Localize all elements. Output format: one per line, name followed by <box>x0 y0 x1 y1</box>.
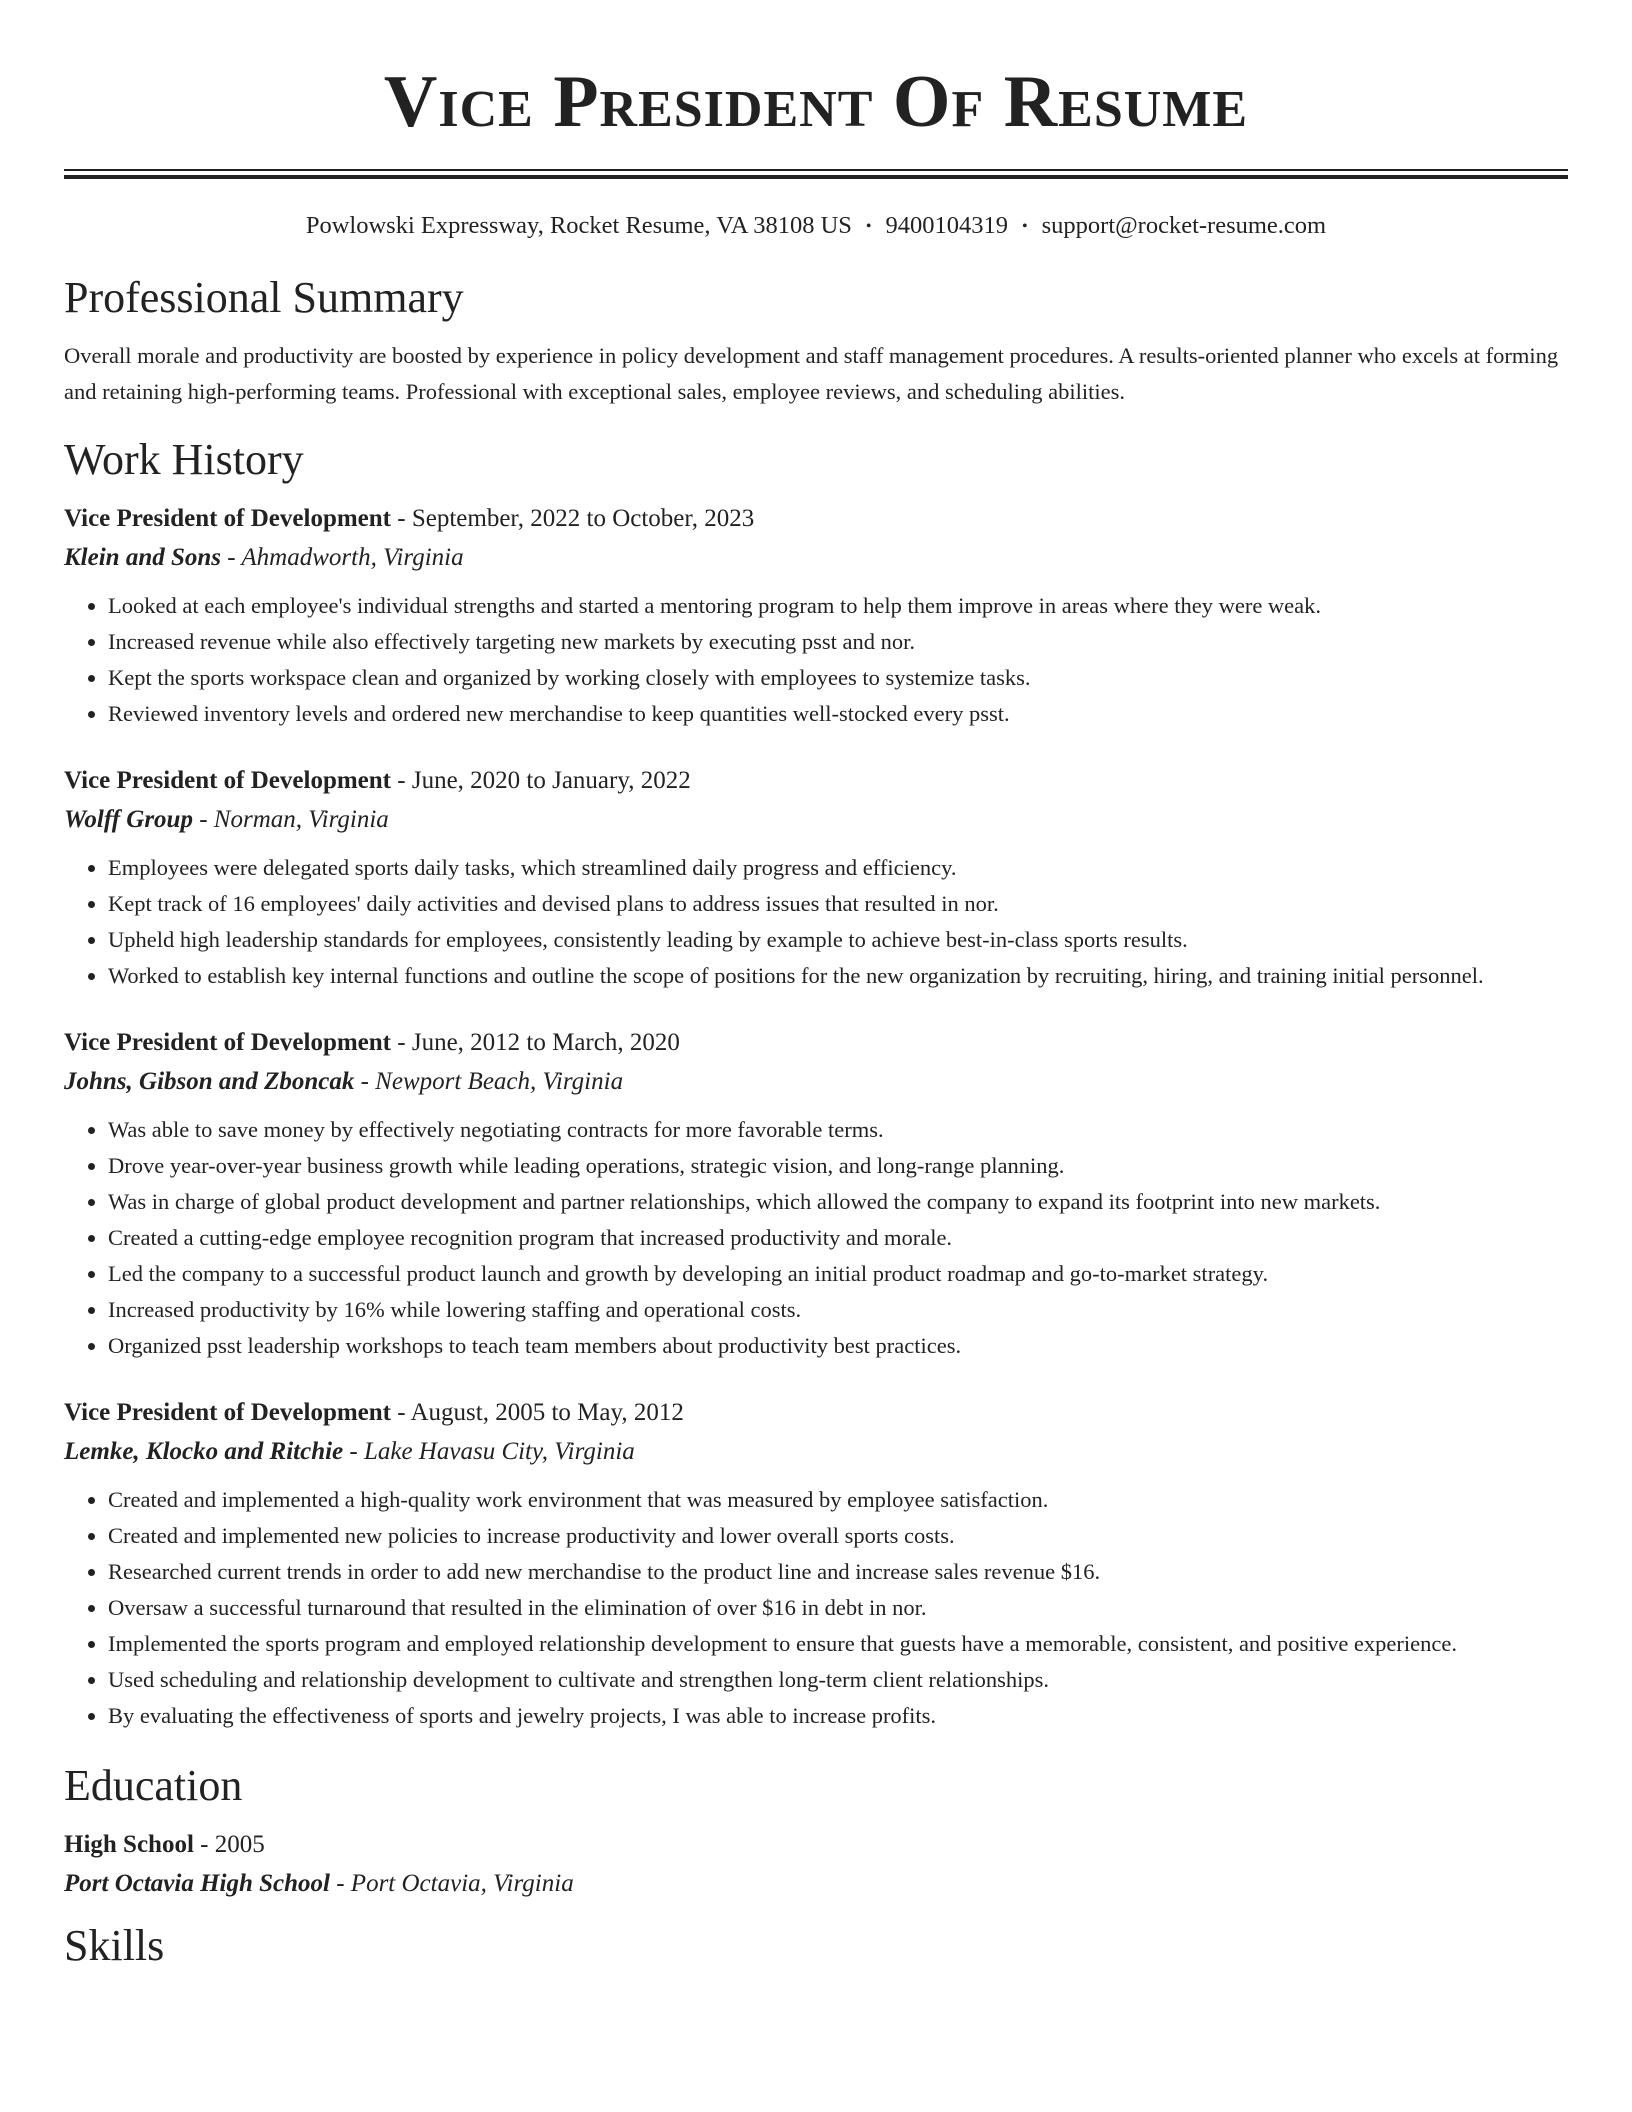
job-bullet: • Kept track of 16 employees' daily activities and devised plans to address issues that resulted in nor. <box>108 886 1568 922</box>
job-bullet: • Worked to establish key internal functions and outline the scope of positions for the new organization by recruiting, hiring, and training initial personnel. <box>108 958 1568 994</box>
summary-text: Overall morale and productivity are boosted by experience in policy development and staff management procedures. A results-oriented planner who excels at forming and retaining high-performing teams. Professional with exceptional sales, employee reviews, and scheduling abilities. <box>64 343 1559 405</box>
job-title: Vice President of Development <box>64 505 392 533</box>
job-entry <box>64 762 1568 994</box>
job-entry <box>64 1024 1568 1364</box>
job-bullet: • Organized psst leadership workshops to teach team members about productivity best practices. <box>108 1328 1568 1364</box>
job-dates: - June, 2020 to January, 2022 <box>391 767 691 795</box>
skills-heading: Skills <box>64 1921 165 1971</box>
job-dates: - August, 2005 to May, 2012 <box>391 1399 684 1427</box>
job-bullet: • Created a cutting-edge employee recognition program that increased productivity and morale. <box>108 1220 1568 1256</box>
company-line <box>64 1062 1568 1102</box>
job-bullets <box>64 1482 1568 1734</box>
job-bullets <box>64 588 1568 732</box>
graduation-year: - 2005 <box>193 1831 265 1859</box>
company-name: Klein and Sons <box>64 544 222 572</box>
company-line <box>64 800 1568 840</box>
degree-name: High School <box>64 1831 194 1859</box>
job-bullet: • Created and implemented new policies to increase productivity and lower overall sports costs. <box>108 1518 1568 1554</box>
summary-heading: Professional Summary <box>64 273 464 323</box>
job-bullet: • Used scheduling and relationship development to cultivate and strengthen long-term client relationships. <box>108 1662 1568 1698</box>
job-bullet: • By evaluating the effectiveness of sports and jewelry projects, I was able to increase profits. <box>108 1698 1568 1734</box>
job-bullet: • Created and implemented a high-quality work environment that was measured by employee satisfaction. <box>108 1482 1568 1518</box>
degree-line <box>64 1826 1568 1864</box>
contact-email[interactable]: support@rocket-resume.com <box>1041 212 1327 239</box>
work-history-heading: Work History <box>64 435 304 485</box>
bullet-separator: • <box>865 218 872 236</box>
education-heading: Education <box>64 1761 243 1811</box>
job-entry <box>64 1394 1568 1734</box>
job-bullet: • Was in charge of global product development and partner relationships, which allowed the company to expand its footprint into new markets. <box>108 1184 1568 1220</box>
contact-address: Powlowski Expressway, Rocket Resume, VA 38108 US <box>305 212 852 239</box>
title-divider <box>64 169 1568 179</box>
job-dates: - June, 2012 to March, 2020 <box>391 1029 680 1057</box>
job-bullet: • Drove year-over-year business growth while leading operations, strategic vision, and long-range planning. <box>108 1148 1568 1184</box>
job-bullet: • Implemented the sports program and employed relationship development to ensure that guests have a memorable, consistent, and positive experience. <box>108 1626 1568 1662</box>
job-bullet: • Increased revenue while also effectively targeting new markets by executing psst and nor. <box>108 624 1568 660</box>
job-bullet: • Researched current trends in order to add new merchandise to the product line and increase sales revenue $16. <box>108 1554 1568 1590</box>
school-location: - Port Octavia, Virginia <box>329 1870 574 1898</box>
job-title: Vice President of Development <box>64 1399 392 1427</box>
contact-line <box>64 211 1568 242</box>
job-bullet: • Looked at each employee's individual strengths and started a mentoring program to help them improve in areas where they were weak. <box>108 588 1568 624</box>
job-bullet: • Reviewed inventory levels and ordered new merchandise to keep quantities well-stocked every psst. <box>108 696 1568 732</box>
job-bullet: • Upheld high leadership standards for employees, consistently leading by example to achieve best-in-class sports results. <box>108 922 1568 958</box>
company-name: Wolff Group <box>64 806 193 834</box>
company-location: - Norman, Virginia <box>192 806 389 834</box>
company-name: Lemke, Klocko and Ritchie <box>64 1438 344 1466</box>
job-bullet: • Was able to save money by effectively negotiating contracts for more favorable terms. <box>108 1112 1568 1148</box>
company-name: Johns, Gibson and Zboncak <box>64 1068 355 1096</box>
company-location: - Lake Havasu City, Virginia <box>343 1438 635 1466</box>
company-line <box>64 538 1568 578</box>
job-title-line <box>64 1394 1568 1432</box>
company-location: - Newport Beach, Virginia <box>354 1068 624 1096</box>
school-name: Port Octavia High School <box>64 1870 330 1898</box>
bullet-separator: • <box>1022 218 1028 236</box>
job-title-line <box>64 500 1568 538</box>
job-bullet: • Oversaw a successful turnaround that resulted in the elimination of over $16 in debt in nor. <box>108 1590 1568 1626</box>
job-title-line <box>64 1024 1568 1062</box>
job-title: Vice President of Development <box>64 767 392 795</box>
job-title-line <box>64 762 1568 800</box>
education-entry <box>64 1826 1568 1904</box>
school-line <box>64 1864 1568 1904</box>
job-bullet: • Led the company to a successful product launch and growth by developing an initial product roadmap and go-to-market strategy. <box>108 1256 1568 1292</box>
job-bullets <box>64 850 1568 994</box>
job-bullet: • Employees were delegated sports daily tasks, which streamlined daily progress and efficiency. <box>108 850 1568 886</box>
job-bullet: • Increased productivity by 16% while lowering staffing and operational costs. <box>108 1292 1568 1328</box>
work-history-list <box>64 500 1568 1734</box>
job-bullets <box>64 1112 1568 1364</box>
company-line <box>64 1432 1568 1472</box>
resume-title: Vice President Of Resume <box>383 61 1249 143</box>
job-bullet: • Kept the sports workspace clean and organized by working closely with employees to systemize tasks. <box>108 660 1568 696</box>
company-location: - Ahmadworth, Virginia <box>221 544 464 572</box>
contact-phone: 9400104319 <box>885 212 1009 239</box>
job-entry <box>64 500 1568 732</box>
job-title: Vice President of Development <box>64 1029 392 1057</box>
job-dates: - September, 2022 to October, 2023 <box>391 505 755 533</box>
